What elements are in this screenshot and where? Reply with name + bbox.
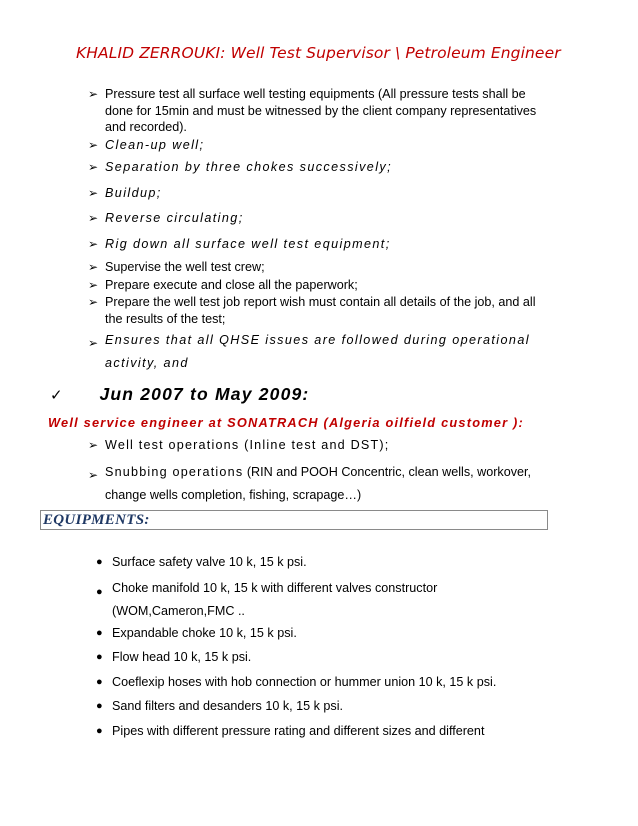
arrow-bullet-icon: ➢ <box>88 295 99 309</box>
arrow-bullet-icon: ➢ <box>88 438 99 452</box>
list-item <box>96 626 536 641</box>
bullet-icon: ● <box>96 585 103 598</box>
task-list <box>88 86 548 375</box>
list-item <box>88 437 548 454</box>
bullet-icon: ● <box>96 626 103 639</box>
equipment-list <box>96 555 536 748</box>
task-text: Prepare the well test job report wish must contain all details of the job, and all the results of the test; <box>105 295 536 326</box>
task-text: Pressure test all surface well testing equipments (All pressure tests shall be done for 15min and must be witnessed by the client company representatives and recorded). <box>105 87 537 134</box>
task-text: Separation by three chokes successively; <box>105 160 393 174</box>
job-role: Well service engineer at SONATRACH (Algeria oilfield customer ): <box>48 415 524 430</box>
task-text: Well test operations (Inline test and DST); <box>105 438 390 452</box>
list-item <box>88 185 548 202</box>
list-item <box>88 159 548 176</box>
equipments-heading: EQUIPMENTS: <box>43 512 150 528</box>
list-item <box>96 699 536 714</box>
page-header: KHALID ZERROUKI: Well Test Supervisor \ Petroleum Engineer <box>76 44 561 62</box>
task-text: Supervise the well test crew; <box>105 260 265 274</box>
list-item <box>88 210 548 227</box>
equipment-text: Expandable choke 10 k, 15 k psi. <box>112 625 297 640</box>
list-item <box>96 650 536 665</box>
arrow-bullet-icon: ➢ <box>88 277 99 292</box>
task-text: Reverse circulating; <box>105 211 244 225</box>
list-item <box>88 86 548 136</box>
bullet-icon: ● <box>96 556 103 568</box>
equipment-text: Pipes with different pressure rating and different sizes and different <box>112 723 485 738</box>
list-item <box>88 294 548 327</box>
arrow-bullet-icon: ➢ <box>88 467 99 482</box>
list-item <box>88 259 548 276</box>
list-item <box>96 555 536 570</box>
list-item <box>88 461 548 507</box>
task-text: (RIN and POOH Concentric, clean wells, workover, change wells completion, fishing, scrapage…) <box>105 464 532 502</box>
arrow-bullet-icon: ➢ <box>88 211 99 225</box>
equipment-text: Flow head 10 k, 15 k psi. <box>112 650 252 664</box>
arrow-bullet-icon: ➢ <box>88 185 99 200</box>
task-text: Ensures that all QHSE issues are followed during operational activity, and <box>105 333 530 370</box>
list-item <box>88 137 548 154</box>
arrow-bullet-icon: ➢ <box>88 260 99 274</box>
list-item <box>88 277 548 294</box>
list-item <box>96 724 536 739</box>
task-text: Rig down all surface well test equipment; <box>105 236 391 251</box>
equipment-text: Surface safety valve 10 k, 15 k psi. <box>112 555 307 569</box>
arrow-bullet-icon: ➢ <box>88 236 99 251</box>
arrow-bullet-icon: ➢ <box>88 336 99 350</box>
list-item <box>96 577 536 623</box>
arrow-bullet-icon: ➢ <box>88 137 99 152</box>
equipments-heading-box <box>40 510 548 530</box>
equipment-text: Choke manifold 10 k, 15 k with different valves constructor (WOM,Cameron,FMC .. <box>112 580 438 618</box>
task-text: Buildup; <box>105 185 162 200</box>
task-text-spaced: Snubbing operations <box>105 464 244 479</box>
equipment-text: Coeflexip hoses with hob connection or hummer union 10 k, 15 k psi. <box>112 674 497 689</box>
list-item <box>88 329 548 375</box>
bullet-icon: ● <box>96 675 103 688</box>
role-task-list <box>88 437 548 507</box>
bullet-icon: ● <box>96 700 103 712</box>
list-item <box>88 236 548 253</box>
task-text: Clean-up well; <box>105 137 205 152</box>
bullet-icon: ● <box>96 724 103 737</box>
checkmark-icon: ✓ <box>50 387 63 404</box>
equipment-text: Sand filters and desanders 10 k, 15 k psi. <box>112 699 344 713</box>
arrow-bullet-icon: ➢ <box>88 87 99 101</box>
period-text: Jun 2007 to May 2009: <box>99 384 310 404</box>
task-text: Prepare execute and close all the paperwork; <box>105 277 358 292</box>
employment-period <box>50 384 309 405</box>
list-item <box>96 675 536 690</box>
bullet-icon: ● <box>96 651 103 663</box>
arrow-bullet-icon: ➢ <box>88 160 99 174</box>
